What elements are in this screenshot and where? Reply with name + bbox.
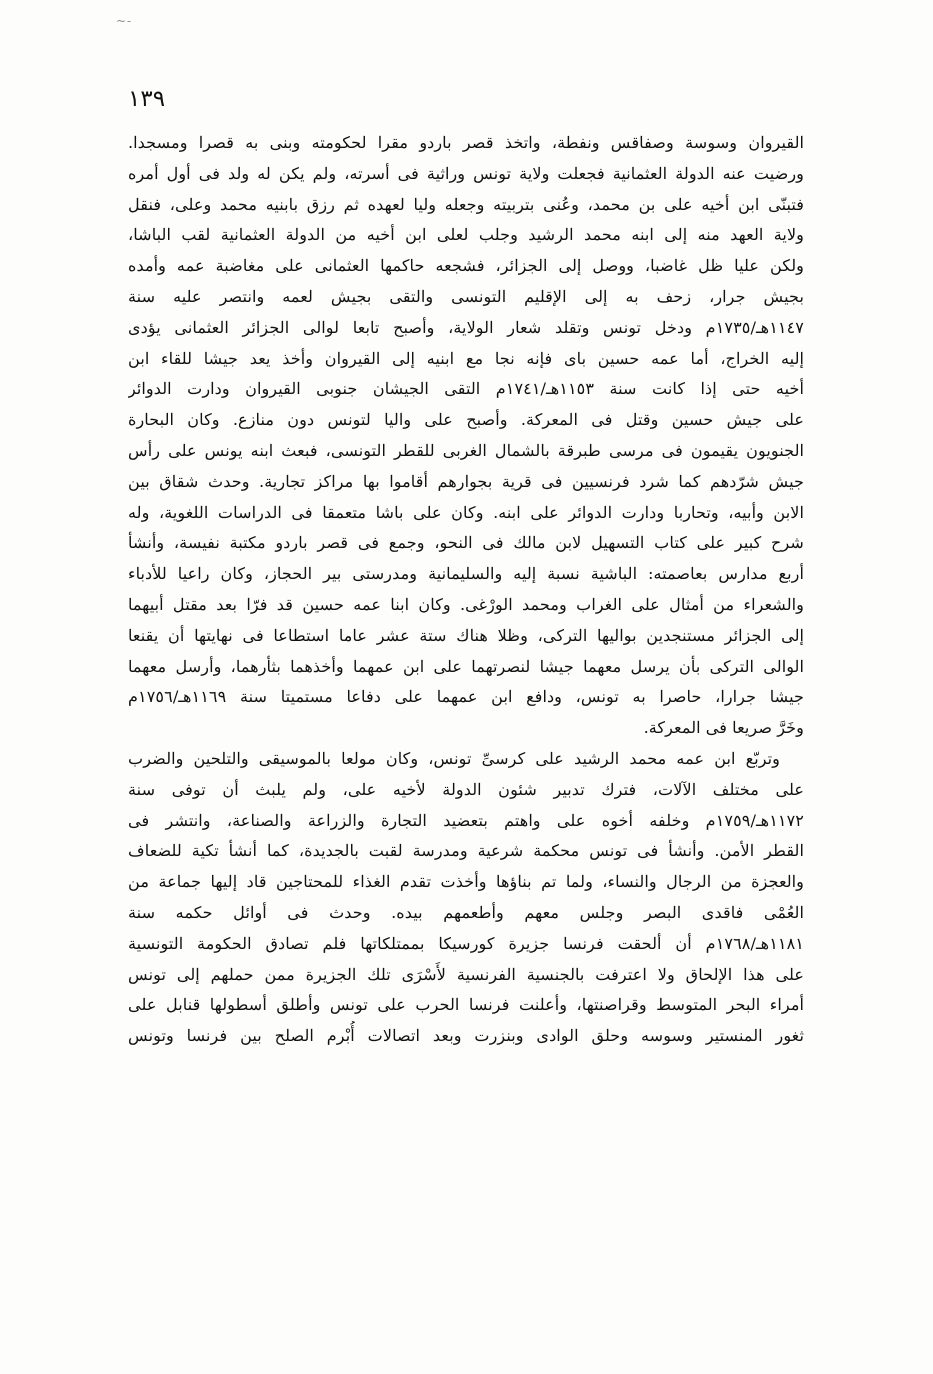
text-line: على هذا الإلحاق ولا اعترفت بالجنسية الفرنسية لأَسْرَى تلك الجزيرة ممن حملهم إلى تونس <box>128 964 804 984</box>
text-line: القيروان وسوسة وصفاقس ونفطة، واتخذ قصر باردو مقرا لحكومته وبنى به قصرا ومسجدا. <box>128 133 804 152</box>
text-line: ١١٤٧هـ/١٧٣٥م ودخل تونس وتقلد شعار الولاية، وأصبح تابعا لوالى الجزائر العثمانى يؤدى <box>128 317 804 337</box>
text-line: فتبنّى ابن أخيه على بن محمد، وعُنى بتربيته وجعله وليا لعهده ثم رزق بابنيه محمد وعلى، فنقل <box>128 194 804 214</box>
text-line-first: وتربّع ابن عمه محمد الرشيد على كرسىِّ تونس، وكان مولعا بالموسيقى والتلحين والضرب <box>128 748 780 768</box>
text-line: ولكن عليا ظل غاضبا، ووصل إلى الجزائر، فشجعه حاكمها العثمانى على مغاضبة عمه وأمده <box>128 256 804 276</box>
text-line: أمراء البحر المتوسط وقراصنتها، وأعلنت فرنسا الحرب على تونس وأطلق أسطولها قنابل على <box>128 995 804 1015</box>
text-line: بجيش جرار، زحف به إلى الإقليم التونسى والتقى بجيش لعمه وانتصر عليه سنة <box>128 286 804 306</box>
text-line: جيش شرّدهم كما شرد فرنسيين فى قرية بجوارهم أقاموا بها مراكز تجارية. وحدث شقاق بين <box>128 471 804 491</box>
text-line: العُمْى فاقدى البصر وجلس معهم وأطعمهم بيده. وحدث فى أوائل حكمه سنة <box>128 902 804 922</box>
text-line: ١١٨١هـ/١٧٦٨م أن ألحقت فرنسا جزيرة كورسيكا بممتلكاتها فلم تصادق الحكومة التونسية <box>128 933 804 953</box>
text-line: إلى الجزائر مستنجدين بواليها التركى، وظلا هناك ستة عشر عاما استطاعا فى نهايتها أن يقنعا <box>128 625 804 645</box>
text-line-last: وخَرَّ صريعا فى المعركة. <box>643 718 804 738</box>
text-line: الابن وأبيه، وتحاربا ودارت الدوائر على ابنه. وكان على باشا متعمقا فى الدراسات اللغوية، وله <box>128 502 804 522</box>
text-line: ورضيت عنه الدولة العثمانية فجعلت ولاية تونس وراثية فى أسرته، ولم يكن له ولد فى أول أمره <box>128 163 804 183</box>
paragraph-1 <box>128 128 804 744</box>
text-line: والعجزة من الرجال والنساء، ولما تم بناؤها وأخذت تقدم الغذاء للمحتاجين قاد إليها جماعة من <box>128 872 804 892</box>
text-line: ولاية العهد منه إلى ابنه محمد الرشيد وجلب لعلى ابن أخيه من الدولة العثمانية لقب الباشا، <box>128 225 804 245</box>
text-line: أربع مدارس بعاصمته: الباشية نسبة إليه والسليمانية ومدرستى بير الحجاز، وكان راعيا للأدباء <box>128 564 804 584</box>
text-line: ١١٧٢هـ/١٧٥٩م وخلفه أخوه على واهتم بتعضيد التجارة والزراعة والصناعة، وانتشر فى <box>128 810 804 830</box>
text-line: والشعراء من أمثال على الغراب ومحمد الورْغى. وكان ابنا عمه حسين قد فرّا بعد مقتل أبيهما <box>128 594 804 614</box>
page-number: ١٣٩ <box>128 86 166 112</box>
text-line: على جيش حسين وقتل فى المعركة. وأصبح على واليا لتونس دون منازع. وكان البحارة <box>128 410 804 430</box>
text-line: ثغور المنستير وسوسه وحلق الوادى وبنزرت وبعد اتصالات أُبْرم الصلح بين فرنسا وتونس <box>128 1026 804 1046</box>
text-line: جيشا جرارا، حاصرا به تونس، ودافع ابن عمهما على دفاعا مستميتا سنة ١١٦٩هـ/١٧٥٦م <box>128 687 804 707</box>
paragraph-2 <box>128 744 804 1052</box>
text-line: القطر الأمن. وأنشأ فى تونس محكمة شرعية ومدرسة لقبت بالجديدة، كما أنشأ تكية للضعاف <box>128 841 804 861</box>
text-line: الوالى التركى بأن يرسل معهما جيشا لنصرتهما على ابن عمهما وأخذهما بثأرهما، وأرسل معهما <box>128 656 804 676</box>
text-line: على مختلف الآلات، فترك تدبير شئون الدولة لأخيه على، ولم يلبث أن توفى سنة <box>128 779 804 799</box>
corner-mark: ~- <box>116 14 133 28</box>
text-line: الجنويون يقيمون فى مرسى طبرقة بالشمال الغربى للقطر التونسى، فبعث ابنه يونس على رأس <box>128 440 804 460</box>
text-line: إليه الخراج، أما عمه حسين باى فإنه نجا مع ابنيه إلى القيروان وأخذ يعد جيشا للقاء ابن <box>128 348 804 368</box>
text-line: أخيه حتى إذا كانت سنة ١١٥٣هـ/١٧٤١م التقى الجيشان جنوبى القيروان ودارت الدوائر <box>128 379 804 399</box>
text-line: شرح كبير على كتاب التسهيل لابن مالك فى النحو، وجمع فى قصر باردو مكتبة نفيسة، وأنشأ <box>128 533 804 553</box>
body-text <box>128 128 804 1052</box>
